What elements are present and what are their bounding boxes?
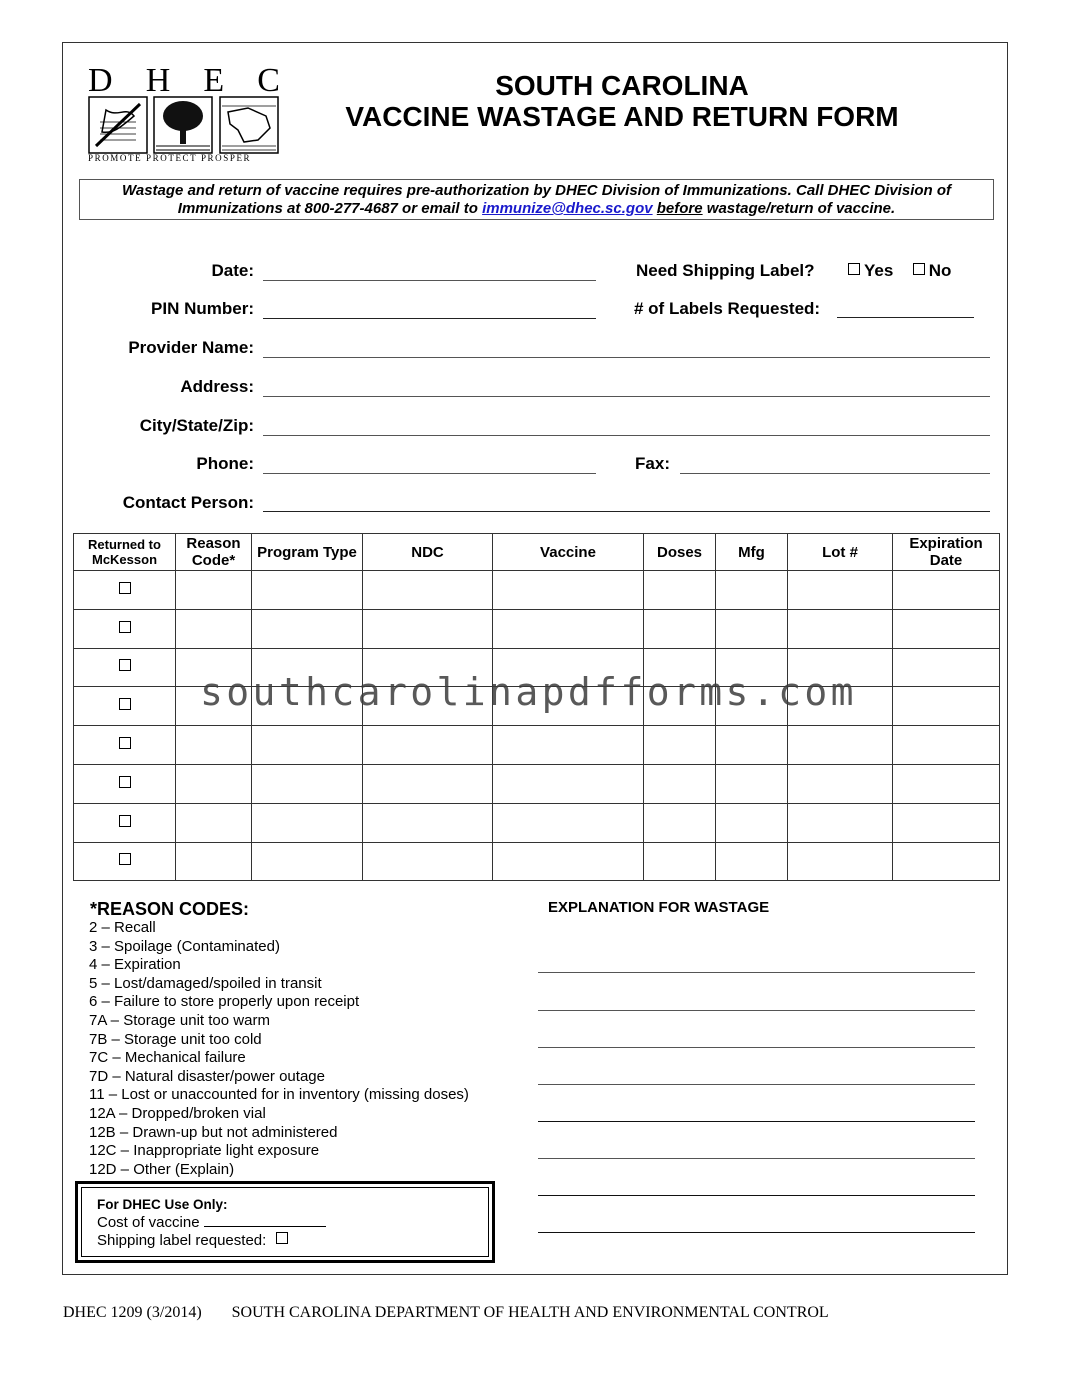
table-cell[interactable] — [788, 764, 893, 803]
reason-code-item: 5 – Lost/damaged/spoiled in transit — [89, 974, 322, 992]
returned-checkbox[interactable] — [119, 853, 131, 865]
provider-label: Provider Name: — [128, 338, 254, 357]
table-row — [74, 609, 1000, 648]
table-cell[interactable] — [893, 648, 1000, 687]
table-cell[interactable] — [644, 609, 716, 648]
cost-label: Cost of vaccine — [97, 1214, 200, 1231]
form-title-line1: SOUTH CAROLINA — [495, 70, 749, 101]
col-vaccine: Vaccine — [493, 534, 644, 571]
table-cell[interactable] — [363, 726, 493, 765]
watermark: southcarolinapdfforms.com — [200, 670, 857, 714]
table-cell[interactable] — [788, 803, 893, 842]
notice-before: before — [656, 200, 703, 217]
returned-cell[interactable] — [74, 609, 176, 648]
shipping-options — [848, 261, 951, 281]
table-cell[interactable] — [716, 571, 788, 610]
table-cell[interactable] — [893, 726, 1000, 765]
table-cell[interactable] — [493, 571, 644, 610]
table-cell[interactable] — [176, 803, 252, 842]
explanation-line[interactable] — [538, 1195, 975, 1196]
logo-letter: C — [257, 62, 280, 99]
col-mfg: Mfg — [716, 534, 788, 571]
yes-label: Yes — [864, 261, 894, 280]
col-lot: Lot # — [788, 534, 893, 571]
table-cell[interactable] — [893, 803, 1000, 842]
table-cell[interactable] — [893, 609, 1000, 648]
dhec-use-box — [75, 1181, 495, 1263]
table-cell[interactable] — [493, 609, 644, 648]
reason-code-item: 7A – Storage unit too warm — [89, 1011, 270, 1029]
table-cell[interactable] — [176, 726, 252, 765]
table-cell[interactable] — [363, 803, 493, 842]
returned-cell[interactable] — [74, 842, 176, 881]
logo-tagline: PROMOTE PROTECT PROSPER — [88, 153, 252, 163]
explanation-line[interactable] — [538, 1158, 975, 1159]
form-id: DHEC 1209 (3/2014) — [63, 1304, 202, 1321]
table-header-row — [74, 534, 1000, 571]
reason-code-item: 2 – Recall — [89, 919, 156, 936]
table-cell[interactable] — [252, 609, 363, 648]
table-cell[interactable] — [644, 803, 716, 842]
table-cell[interactable] — [363, 609, 493, 648]
city-field[interactable] — [263, 435, 990, 436]
col-reason: Reason Code* — [176, 534, 252, 571]
returned-cell[interactable] — [74, 571, 176, 610]
table-cell[interactable] — [788, 726, 893, 765]
table-cell[interactable] — [644, 764, 716, 803]
date-label: Date: — [211, 261, 254, 280]
phone-field[interactable] — [263, 473, 596, 474]
table-cell[interactable] — [716, 842, 788, 881]
cost-field[interactable] — [204, 1226, 326, 1227]
table-cell[interactable] — [176, 571, 252, 610]
col-program: Program Type — [252, 534, 363, 571]
reason-code-item: 6 – Failure to store properly upon receipt — [89, 993, 360, 1011]
phone-label: Phone: — [196, 454, 254, 473]
reason-codes-list — [89, 919, 469, 1179]
returned-cell[interactable] — [74, 764, 176, 803]
table-cell[interactable] — [252, 803, 363, 842]
provider-field[interactable] — [263, 357, 990, 358]
preauthorization-notice — [79, 179, 994, 220]
table-cell[interactable] — [644, 571, 716, 610]
reason-code-item: 7C – Mechanical failure — [89, 1049, 246, 1067]
table-cell[interactable] — [363, 842, 493, 881]
table-cell[interactable] — [716, 609, 788, 648]
table-cell[interactable] — [716, 764, 788, 803]
table-cell[interactable] — [176, 842, 252, 881]
col-ndc: NDC — [363, 534, 493, 571]
table-cell[interactable] — [493, 764, 644, 803]
table-cell[interactable] — [252, 764, 363, 803]
table-row — [74, 764, 1000, 803]
returned-cell[interactable] — [74, 687, 176, 726]
explanation-title: EXPLANATION FOR WASTAGE — [548, 899, 770, 916]
returned-checkbox[interactable] — [119, 776, 131, 788]
reason-code-item: 12A – Dropped/broken vial — [89, 1104, 266, 1122]
table-cell[interactable] — [644, 726, 716, 765]
table-cell[interactable] — [176, 764, 252, 803]
yes-checkbox[interactable] — [848, 263, 860, 275]
no-label: No — [928, 261, 952, 280]
address-label: Address: — [180, 377, 254, 396]
dhec-use-title: For DHEC Use Only: — [97, 1197, 228, 1212]
explanation-line[interactable] — [538, 1010, 975, 1011]
table-cell[interactable] — [716, 803, 788, 842]
logo-letters — [88, 64, 280, 98]
reason-code-item: 12C – Inappropriate light exposure — [89, 1142, 320, 1160]
explanation-line[interactable] — [538, 1232, 975, 1233]
explanation-line[interactable] — [538, 1047, 975, 1048]
returned-checkbox[interactable] — [119, 698, 131, 710]
logo-letter: E — [203, 62, 225, 99]
table-row — [74, 842, 1000, 881]
table-cell[interactable] — [252, 842, 363, 881]
table-row — [74, 571, 1000, 610]
explanation-line[interactable] — [538, 972, 975, 973]
dhec-logo — [88, 64, 280, 164]
labels-requested-field[interactable] — [837, 317, 974, 318]
fax-label: Fax: — [635, 454, 670, 473]
logo-letter: H — [145, 62, 171, 99]
table-cell[interactable] — [252, 571, 363, 610]
returned-checkbox[interactable] — [119, 582, 131, 594]
table-cell[interactable] — [493, 726, 644, 765]
col-doses: Doses — [644, 534, 716, 571]
fax-field[interactable] — [680, 473, 990, 474]
table-cell[interactable] — [363, 571, 493, 610]
department-name: SOUTH CAROLINA DEPARTMENT OF HEALTH AND ENVIRONMENTAL CONTROL — [231, 1304, 829, 1321]
table-row — [74, 803, 1000, 842]
returned-checkbox[interactable] — [119, 815, 131, 827]
table-cell[interactable] — [716, 726, 788, 765]
returned-cell[interactable] — [74, 726, 176, 765]
no-checkbox[interactable] — [913, 263, 925, 275]
notice-text-after: wastage/return of vaccine. — [702, 200, 896, 217]
reason-code-item: 7B – Storage unit too cold — [89, 1030, 262, 1048]
contact-label: Contact Person: — [122, 493, 254, 512]
reason-code-item: 3 – Spoilage (Contaminated) — [89, 937, 280, 955]
table-row — [74, 726, 1000, 765]
table-cell[interactable] — [893, 687, 1000, 726]
table-cell[interactable] — [176, 609, 252, 648]
col-expiration: Expiration Date — [893, 534, 1000, 571]
table-cell[interactable] — [363, 764, 493, 803]
form-title-line2: VACCINE WASTAGE AND RETURN FORM — [345, 101, 899, 132]
labels-requested-label: # of Labels Requested: — [634, 299, 821, 318]
reason-codes-title: *REASON CODES: — [90, 899, 250, 919]
contact-field[interactable] — [263, 511, 990, 512]
explanation-line[interactable] — [538, 1084, 975, 1085]
table-cell[interactable] — [893, 571, 1000, 610]
table-cell[interactable] — [644, 842, 716, 881]
reason-code-item: 12B – Drawn-up but not administered — [89, 1123, 338, 1141]
col-returned: Returned to McKesson — [74, 534, 176, 571]
reason-code-item: 4 – Expiration — [89, 956, 181, 974]
shipping-requested-checkbox[interactable] — [276, 1232, 288, 1244]
table-cell[interactable] — [252, 726, 363, 765]
returned-cell[interactable] — [74, 648, 176, 687]
pin-field[interactable] — [263, 318, 596, 319]
date-field[interactable] — [263, 280, 596, 281]
shipping-requested-label: Shipping label requested: — [97, 1232, 267, 1249]
email-link[interactable]: immunize@dhec.sc.gov — [482, 200, 653, 217]
address-field[interactable] — [263, 396, 990, 397]
reason-code-item: 12D – Other (Explain) — [89, 1160, 235, 1178]
dhec-use-inner — [81, 1187, 489, 1257]
explanation-line[interactable] — [538, 1121, 975, 1122]
shipping-label-question: Need Shipping Label? — [636, 261, 815, 280]
returned-checkbox[interactable] — [119, 737, 131, 749]
table-cell[interactable] — [788, 842, 893, 881]
pin-label: PIN Number: — [151, 299, 254, 318]
notice-text: Wastage and return of vaccine requires pre-authorization by DHEC Division of Immunizations. Call DHEC Division of Immunizations at 800-277-4687 or email to — [121, 182, 952, 217]
returned-checkbox[interactable] — [119, 621, 131, 633]
table-cell[interactable] — [893, 842, 1000, 881]
table-cell[interactable] — [893, 764, 1000, 803]
logo-letter: D — [88, 62, 113, 99]
city-label: City/State/Zip: — [139, 416, 254, 435]
table-cell[interactable] — [493, 803, 644, 842]
reason-code-item: 11 – Lost or unaccounted for in inventory (missing doses) — [89, 1086, 469, 1104]
returned-cell[interactable] — [74, 803, 176, 842]
returned-checkbox[interactable] — [119, 659, 131, 671]
table-cell[interactable] — [788, 609, 893, 648]
reason-code-item: 7D – Natural disaster/power outage — [89, 1067, 325, 1085]
footer — [63, 1304, 829, 1322]
table-cell[interactable] — [788, 571, 893, 610]
logo-emblem-icon — [88, 96, 280, 154]
table-cell[interactable] — [493, 842, 644, 881]
